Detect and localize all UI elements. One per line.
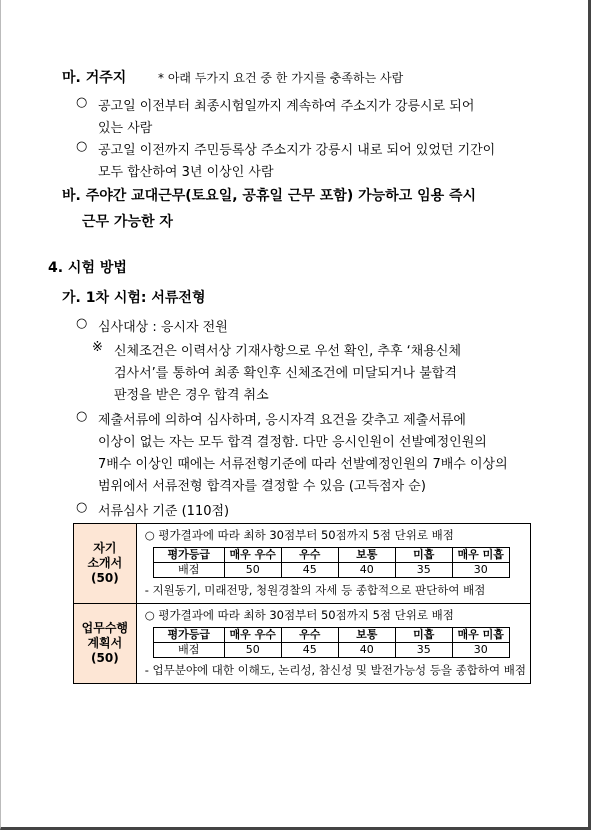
score-cell: 30 [452,643,509,658]
label-line: 계획서 [87,636,123,650]
label-line: 소개서 [87,556,123,570]
score-header: 우수 [281,628,338,643]
score-header: 미흡 [395,548,452,563]
bullet: ○ [76,316,88,331]
section4-title: 4. 시험 방법 [48,260,127,276]
score-cell: 30 [452,563,509,578]
score-cell: 35 [395,643,452,658]
section-ma-title: 마. 거주지 [62,70,127,86]
criteria-table [73,523,531,684]
label-line: 업무수행 [81,621,129,635]
criteria-desc: ○ 평가결과에 따라 최하 30점부터 50점까지 5점 단위로 배점 [144,608,454,622]
score-header: 보통 [338,548,395,563]
score-header: 미흡 [395,628,452,643]
item2-line3: 7배수 이상인 때에는 서류전형기준에 따라 선발예정인원의 7배수 이상의 [98,457,508,472]
label-line: 자기 [93,541,117,555]
score-header: 매우 미흡 [452,548,509,563]
criteria-content [136,524,530,604]
bullet: ○ [76,139,88,154]
score-cell: 35 [395,563,452,578]
section4-subtitle: 가. 1차 시험: 서류전형 [62,290,206,306]
score-header: 매우 우수 [224,548,281,563]
note-line3: 판정을 받은 경우 합격 취소 [114,388,269,403]
bullet: ○ [76,409,88,424]
score-header: 평가등급 [153,628,224,643]
criteria-row-self-intro [74,524,531,604]
criteria-footer: - 업무분야에 대한 이해도, 논리성, 참신성 및 발전가능성 등을 종합하여 배점 [144,663,526,677]
score-cell: 40 [338,563,395,578]
section-ba-line2: 근무 가능한 자 [82,214,173,230]
bullet: ○ [76,95,88,110]
item2-line2: 이상이 없는 자는 모두 합격 결정함. 다만 응시인원이 선발예정인원의 [98,435,487,450]
score-header: 평가등급 [153,548,224,563]
section-ma-note: * 아래 두가지 요건 중 한 가지를 충족하는 사람 [158,71,404,85]
item2-line4: 범위에서 서류전형 합격자를 결정할 수 있음 (고득점자 순) [98,479,426,494]
ma-item2-line1: 공고일 이전까지 주민등록상 주소지가 강릉시 내로 되어 있었던 기간이 [98,143,496,158]
item2-line1: 제출서류에 의하여 심사하며, 응시자격 요건을 갖추고 제출서류에 [98,413,466,428]
score-header: 보통 [338,628,395,643]
criteria-label [74,524,137,604]
score-cell: 50 [224,643,281,658]
item-criteria-title: 서류심사 기준 (110점) [98,504,230,519]
item-target: 심사대상 : 응시자 전원 [98,320,228,335]
score-cell: 50 [224,563,281,578]
note-line1: 신체조건은 이력서상 기재사항으로 우선 확인, 추후 ‘채용신체 [114,344,462,359]
score-header: 우수 [281,548,338,563]
score-header-row [153,548,509,563]
score-header-row [153,628,509,643]
section-ba-line1: 바. 주야간 교대근무(토요일, 공휴일 근무 포함) 가능하고 임용 즉시 [62,188,477,204]
ma-item2-line2: 모두 합산하여 3년 이상인 사람 [98,165,274,180]
criteria-desc: ○ 평가결과에 따라 최하 30점부터 50점까지 5점 단위로 배점 [144,528,454,542]
score-cell: 45 [281,643,338,658]
score-value-row [153,643,509,658]
score-row-label: 배점 [153,643,224,658]
label-line: (50) [91,571,119,585]
ma-item1-line2: 있는 사람 [98,121,153,136]
score-header: 매우 우수 [224,628,281,643]
note-line2: 검사서’를 통하여 최종 확인후 신체조건에 미달되거나 불합격 [114,366,457,381]
criteria-footer: - 지원동기, 미래전망, 청원경찰의 자세 등 종합적으로 판단하여 배점 [144,583,486,597]
note-mark: ※ [92,340,103,355]
score-row-label: 배점 [153,563,224,578]
score-value-row [153,563,509,578]
criteria-row-work-plan [74,604,531,684]
criteria-label [74,604,137,684]
score-cell: 40 [338,643,395,658]
ma-item1-line1: 공고일 이전부터 최종시험일까지 계속하여 주소지가 강릉시로 되어 [98,99,475,114]
label-line: (50) [91,651,119,665]
score-table [153,547,510,578]
score-header: 매우 미흡 [452,628,509,643]
bullet: ○ [76,500,88,515]
score-cell: 45 [281,563,338,578]
score-table [153,627,510,658]
criteria-content [136,604,530,684]
